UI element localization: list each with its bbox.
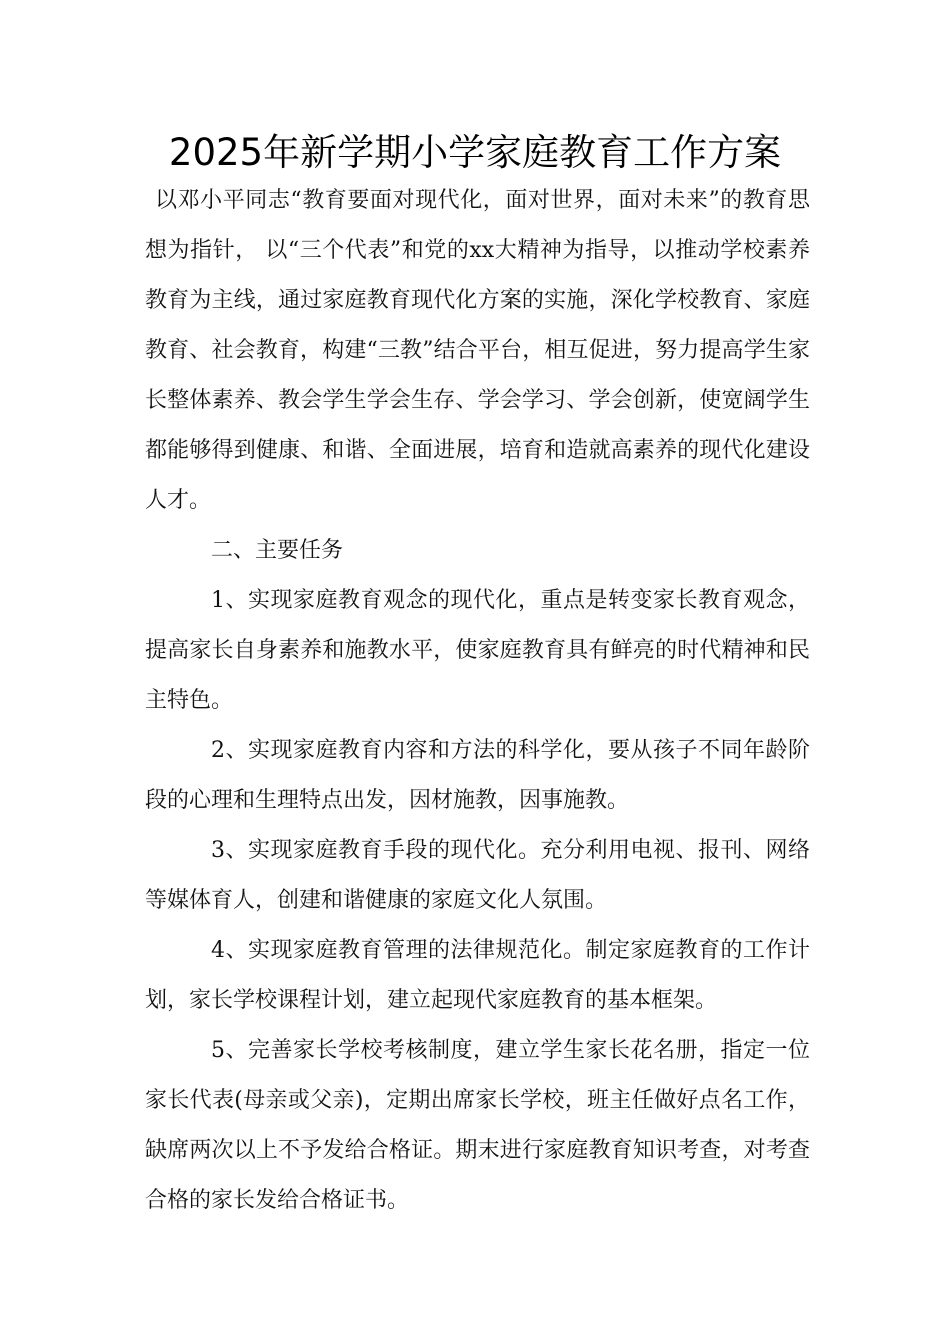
task-paragraph-3: 3、实现家庭教育手段的现代化。充分利用电视、报刊、网络等媒体育人，创建和谐健康的家庭文化人氛围。 bbox=[145, 838, 810, 913]
task-paragraph-5: 5、完善家长学校考核制度，建立学生家长花名册，指定一位家长代表(母亲或父亲)，定期出席家长学校，班主任做好点名工作，缺席两次以上不予发给合格证。期末进行家庭教育知识考查，对考查合格的家长发给合格证书。 bbox=[145, 1038, 810, 1213]
section-heading-main-tasks: 二、主要任务 bbox=[211, 538, 344, 563]
intro-paragraph: 以邓小平同志“教育要面对现代化，面对世界，面对未来”的教育思想为指针， 以“三个代表”和党的xx大精神为指导，以推动学校素养教育为主线，通过家庭教育现代化方案的实施，深化学校教育、家庭教育、社会教育，构建“三教”结合平台，相互促进，努力提高学生家长整体素养、教会学生学会生存、学会学习、学会创新，使宽阔学生都能够得到健康、和谐、全面进展，培育和造就高素养的现代化建设人才。 bbox=[145, 188, 810, 513]
task-paragraph-4: 4、实现家庭教育管理的法律规范化。制定家庭教育的工作计划，家长学校课程计划，建立起现代家庭教育的基本框架。 bbox=[145, 938, 810, 1013]
document-title: 2025年新学期小学家庭教育工作方案 bbox=[168, 131, 782, 174]
task-paragraph-1: 1、实现家庭教育观念的现代化，重点是转变家长教育观念，提高家长自身素养和施教水平，使家庭教育具有鲜亮的时代精神和民主特色。 bbox=[145, 588, 810, 713]
document-body bbox=[145, 176, 810, 1226]
task-paragraph-2: 2、实现家庭教育内容和方法的科学化，要从孩子不同年龄阶段的心理和生理特点出发，因材施教，因事施教。 bbox=[145, 738, 810, 813]
